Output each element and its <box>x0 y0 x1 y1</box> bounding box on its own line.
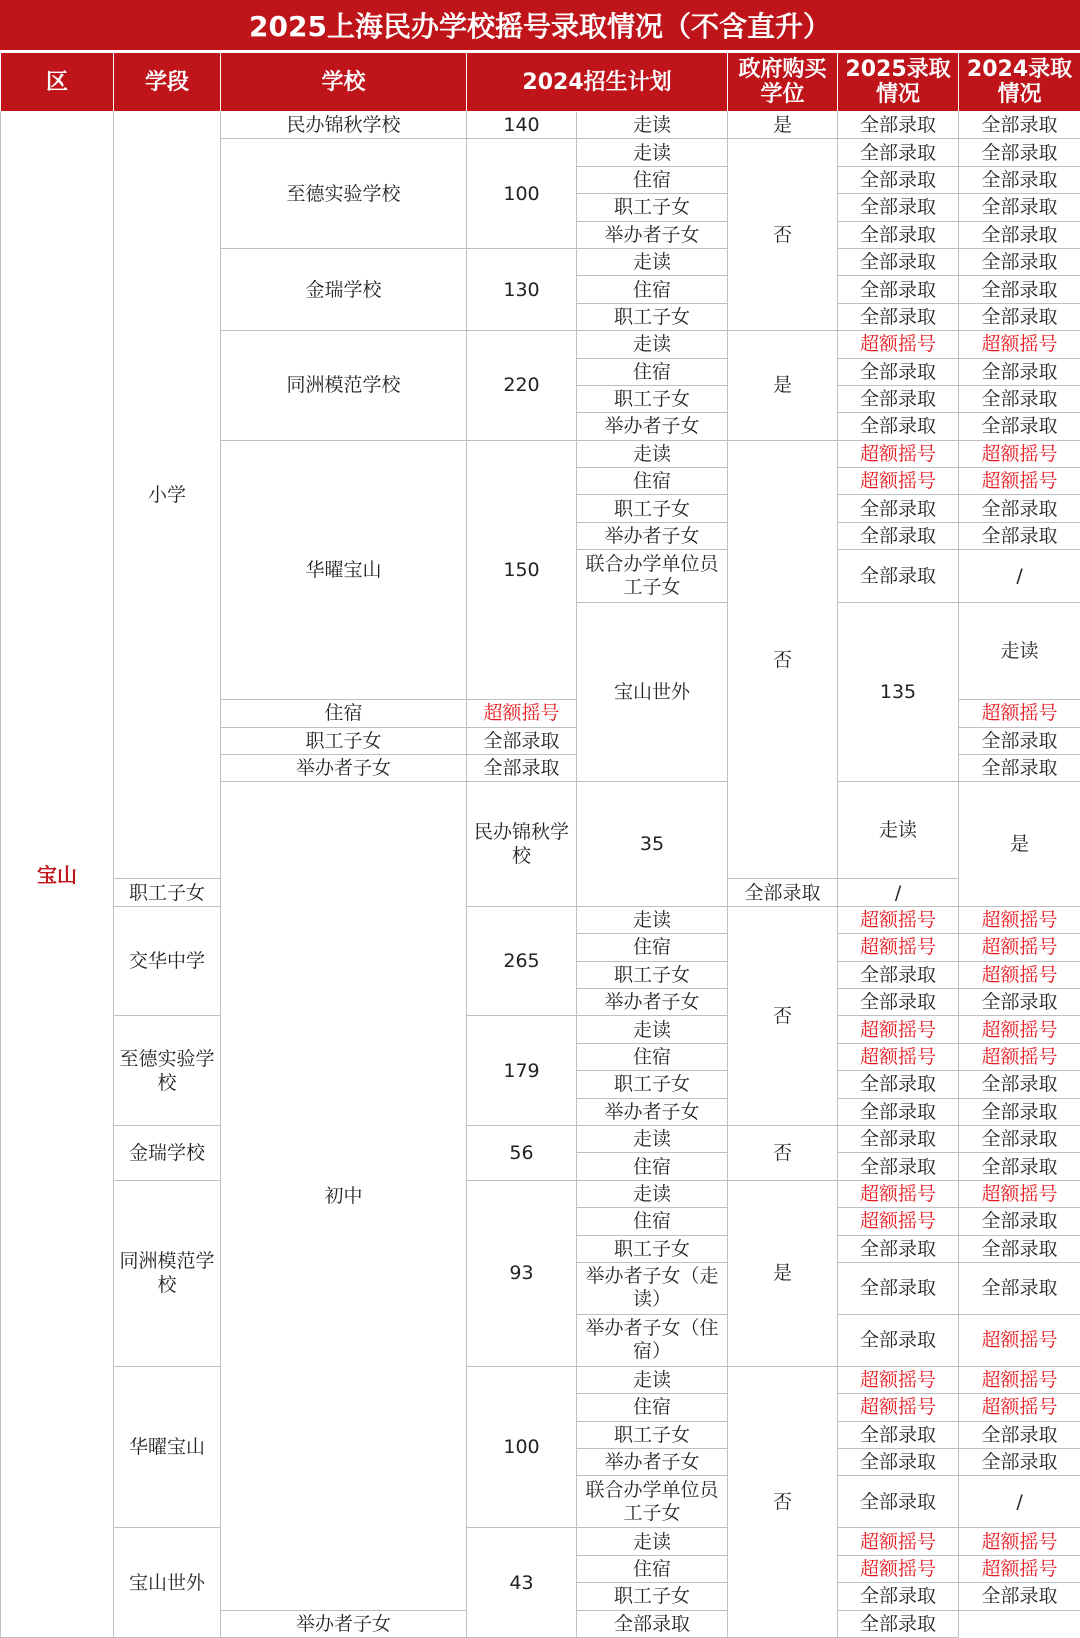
gov-cell: 否 <box>728 1125 838 1180</box>
school-name: 同洲模范学校 <box>114 1180 221 1366</box>
result-2024: 超额摇号 <box>959 1016 1080 1043</box>
result-2024: 超额摇号 <box>959 468 1080 495</box>
category-cell: 走读 <box>577 112 728 139</box>
category-cell: 职工子女 <box>577 1235 728 1262</box>
plan-cell: 140 <box>467 112 577 139</box>
result-2024: 超额摇号 <box>959 1394 1080 1421</box>
plan-cell: 130 <box>467 248 577 330</box>
category-cell: 职工子女 <box>577 385 728 412</box>
result-2024: 全部录取 <box>838 1610 959 1637</box>
result-2024: 全部录取 <box>959 385 1080 412</box>
category-cell: 走读 <box>838 782 959 879</box>
category-cell: 举办者子女 <box>577 522 728 549</box>
result-2025: 全部录取 <box>838 358 959 385</box>
category-cell: 走读 <box>577 906 728 933</box>
plan-cell: 135 <box>838 603 959 782</box>
result-2024: 超额摇号 <box>959 1366 1080 1393</box>
result-2024: 全部录取 <box>959 522 1080 549</box>
result-2025: 全部录取 <box>577 1610 728 1637</box>
category-cell: 住宿 <box>577 1394 728 1421</box>
result-2024: 全部录取 <box>959 1208 1080 1235</box>
result-2025: 超额摇号 <box>838 1180 959 1207</box>
table-row <box>1 1125 1080 1152</box>
result-2024: 全部录取 <box>959 248 1080 275</box>
category-cell: 职工子女 <box>114 879 221 906</box>
plan-cell: 56 <box>467 1125 577 1180</box>
category-cell: 举办者子女（住宿） <box>577 1314 728 1366</box>
result-2025: 全部录取 <box>838 303 959 330</box>
category-cell: 举办者子女 <box>577 1098 728 1125</box>
table-row <box>1 1366 1080 1393</box>
result-2024: 全部录取 <box>959 1449 1080 1476</box>
plan-cell: 179 <box>467 1016 577 1126</box>
plan-cell: 43 <box>467 1528 577 1638</box>
district-cell: 宝山 <box>1 112 114 1638</box>
category-cell: 住宿 <box>577 934 728 961</box>
category-cell: 职工子女 <box>221 727 467 754</box>
category-cell: 职工子女 <box>577 1583 728 1610</box>
result-2024: 全部录取 <box>959 303 1080 330</box>
result-2025: 全部录取 <box>838 1071 959 1098</box>
result-2025: 全部录取 <box>838 112 959 139</box>
header-2025-result: 2025录取情况 <box>838 53 959 112</box>
result-2024: 超额摇号 <box>959 1314 1080 1366</box>
result-2025: 全部录取 <box>838 248 959 275</box>
result-2024: 超额摇号 <box>959 934 1080 961</box>
category-cell: 举办者子女（走读） <box>577 1262 728 1314</box>
category-cell: 住宿 <box>577 1555 728 1582</box>
school-name: 华曜宝山 <box>221 440 467 700</box>
category-cell: 住宿 <box>577 1208 728 1235</box>
header-school: 学校 <box>221 53 467 112</box>
category-cell: 举办者子女 <box>221 1610 467 1637</box>
result-2025: 全部录取 <box>838 550 959 603</box>
result-2024: / <box>838 879 959 906</box>
result-2024: 超额摇号 <box>959 331 1080 358</box>
school-name: 金瑞学校 <box>221 248 467 330</box>
result-2025: 全部录取 <box>838 221 959 248</box>
school-name: 同洲模范学校 <box>221 331 467 441</box>
category-cell: 走读 <box>577 1125 728 1152</box>
result-2025: 全部录取 <box>838 1583 959 1610</box>
category-cell: 住宿 <box>577 1153 728 1180</box>
result-2024: 全部录取 <box>959 495 1080 522</box>
result-2025: 超额摇号 <box>838 331 959 358</box>
gov-cell: 是 <box>728 1180 838 1366</box>
result-2025: 全部录取 <box>467 727 577 754</box>
gov-cell: 否 <box>728 1366 838 1637</box>
school-name: 民办锦秋学校 <box>467 782 577 906</box>
category-cell: 住宿 <box>221 700 467 727</box>
result-2025: 全部录取 <box>838 1125 959 1152</box>
category-cell: 走读 <box>577 1366 728 1393</box>
result-2024: 全部录取 <box>959 727 1080 754</box>
category-cell: 走读 <box>959 603 1080 700</box>
result-2024: / <box>959 1476 1080 1528</box>
category-cell: 走读 <box>577 1528 728 1555</box>
page-title: 2025上海民办学校摇号录取情况（不含直升） <box>0 0 1080 52</box>
gov-cell: 否 <box>728 440 838 879</box>
result-2025: 超额摇号 <box>838 1208 959 1235</box>
table-row <box>1 906 1080 933</box>
result-2025: 全部录取 <box>838 1235 959 1262</box>
category-cell: 住宿 <box>577 166 728 193</box>
school-name: 华曜宝山 <box>114 1366 221 1528</box>
plan-cell: 265 <box>467 906 577 1016</box>
result-2025: 全部录取 <box>838 1421 959 1448</box>
category-cell: 职工子女 <box>577 1421 728 1448</box>
category-cell: 职工子女 <box>577 303 728 330</box>
result-2025: 全部录取 <box>838 166 959 193</box>
result-2024: 超额摇号 <box>959 1528 1080 1555</box>
result-2025: 全部录取 <box>838 1098 959 1125</box>
result-2025: 全部录取 <box>838 385 959 412</box>
result-2025: 超额摇号 <box>838 906 959 933</box>
header-row <box>1 53 1080 112</box>
result-2024: 全部录取 <box>959 755 1080 782</box>
category-cell: 举办者子女 <box>577 413 728 440</box>
result-2024: 超额摇号 <box>959 961 1080 988</box>
category-cell: 举办者子女 <box>577 988 728 1015</box>
category-cell: 举办者子女 <box>221 755 467 782</box>
table-row <box>1 1528 1080 1555</box>
category-cell: 住宿 <box>577 358 728 385</box>
category-cell: 走读 <box>577 1180 728 1207</box>
result-2024: 全部录取 <box>959 1098 1080 1125</box>
result-2025: 全部录取 <box>467 755 577 782</box>
gov-cell: 是 <box>728 112 838 139</box>
table-row <box>1 112 1080 139</box>
result-2024: / <box>959 550 1080 603</box>
result-2024: 全部录取 <box>959 112 1080 139</box>
result-2024: 全部录取 <box>959 276 1080 303</box>
result-2024: 全部录取 <box>959 1071 1080 1098</box>
result-2025: 全部录取 <box>838 1314 959 1366</box>
result-2024: 全部录取 <box>959 1235 1080 1262</box>
plan-cell: 220 <box>467 331 577 441</box>
school-name: 交华中学 <box>114 906 221 1016</box>
result-2024: 全部录取 <box>959 194 1080 221</box>
school-name: 宝山世外 <box>114 1528 221 1638</box>
result-2025: 超额摇号 <box>838 1555 959 1582</box>
result-2024: 超额摇号 <box>959 1043 1080 1070</box>
result-2025: 超额摇号 <box>838 468 959 495</box>
header-2024-result: 2024录取情况 <box>959 53 1080 112</box>
gov-cell: 是 <box>959 782 1080 906</box>
result-2025: 全部录取 <box>838 1153 959 1180</box>
category-cell: 住宿 <box>577 276 728 303</box>
plan-cell: 100 <box>467 139 577 249</box>
gov-cell: 否 <box>728 906 838 1125</box>
result-2025: 全部录取 <box>838 194 959 221</box>
plan-cell: 93 <box>467 1180 577 1366</box>
school-name: 民办锦秋学校 <box>221 112 467 139</box>
category-cell: 职工子女 <box>577 194 728 221</box>
result-2024: 全部录取 <box>959 1153 1080 1180</box>
result-2024: 超额摇号 <box>959 906 1080 933</box>
category-cell: 联合办学单位员工子女 <box>577 550 728 603</box>
result-2024: 全部录取 <box>959 1583 1080 1610</box>
category-cell: 职工子女 <box>577 961 728 988</box>
result-2025: 全部录取 <box>838 276 959 303</box>
category-cell: 职工子女 <box>577 1071 728 1098</box>
result-2025: 全部录取 <box>728 879 838 906</box>
result-2024: 全部录取 <box>959 221 1080 248</box>
result-2025: 全部录取 <box>838 139 959 166</box>
stage-cell: 初中 <box>221 782 467 1610</box>
admission-table <box>0 52 1080 1638</box>
school-name: 至德实验学校 <box>221 139 467 249</box>
plan-cell: 100 <box>467 1366 577 1528</box>
result-2024: 全部录取 <box>959 1262 1080 1314</box>
result-2024: 超额摇号 <box>959 1180 1080 1207</box>
category-cell: 住宿 <box>577 1043 728 1070</box>
gov-cell: 是 <box>728 331 838 441</box>
plan-cell: 150 <box>467 440 577 700</box>
table-row <box>1 1180 1080 1207</box>
category-cell: 走读 <box>577 331 728 358</box>
table-row <box>1 1016 1080 1043</box>
school-name: 宝山世外 <box>577 603 728 782</box>
result-2024: 超额摇号 <box>959 440 1080 467</box>
category-cell: 走读 <box>577 139 728 166</box>
result-2025: 超额摇号 <box>467 700 577 727</box>
result-2024: 全部录取 <box>959 139 1080 166</box>
category-cell: 走读 <box>577 248 728 275</box>
category-cell: 住宿 <box>577 468 728 495</box>
header-gov-purchase: 政府购买学位 <box>728 53 838 112</box>
result-2024: 超额摇号 <box>959 700 1080 727</box>
category-cell: 联合办学单位员工子女 <box>577 1476 728 1528</box>
category-cell: 举办者子女 <box>577 221 728 248</box>
school-name: 至德实验学校 <box>114 1016 221 1126</box>
result-2025: 超额摇号 <box>838 934 959 961</box>
result-2025: 全部录取 <box>838 1449 959 1476</box>
category-cell: 职工子女 <box>577 495 728 522</box>
category-cell: 举办者子女 <box>577 1449 728 1476</box>
result-2025: 全部录取 <box>838 522 959 549</box>
result-2024: 全部录取 <box>959 1421 1080 1448</box>
header-plan: 2024招生计划 <box>467 53 728 112</box>
result-2025: 超额摇号 <box>838 1366 959 1393</box>
category-cell: 走读 <box>577 440 728 467</box>
header-stage: 学段 <box>114 53 221 112</box>
result-2025: 超额摇号 <box>838 1394 959 1421</box>
result-2025: 超额摇号 <box>838 1528 959 1555</box>
result-2025: 全部录取 <box>838 961 959 988</box>
result-2024: 超额摇号 <box>959 1555 1080 1582</box>
result-2025: 全部录取 <box>838 1262 959 1314</box>
result-2025: 超额摇号 <box>838 1016 959 1043</box>
header-district: 区 <box>1 53 114 112</box>
result-2025: 超额摇号 <box>838 440 959 467</box>
result-2024: 全部录取 <box>959 358 1080 385</box>
result-2024: 全部录取 <box>959 1125 1080 1152</box>
stage-cell: 小学 <box>114 112 221 879</box>
gov-cell: 否 <box>728 139 838 331</box>
result-2024: 全部录取 <box>959 166 1080 193</box>
result-2024: 全部录取 <box>959 988 1080 1015</box>
result-2025: 全部录取 <box>838 495 959 522</box>
result-2024: 全部录取 <box>959 413 1080 440</box>
plan-cell: 35 <box>577 782 728 906</box>
result-2025: 全部录取 <box>838 413 959 440</box>
category-cell: 走读 <box>577 1016 728 1043</box>
result-2025: 全部录取 <box>838 1476 959 1528</box>
school-name: 金瑞学校 <box>114 1125 221 1180</box>
result-2025: 全部录取 <box>838 988 959 1015</box>
result-2025: 超额摇号 <box>838 1043 959 1070</box>
